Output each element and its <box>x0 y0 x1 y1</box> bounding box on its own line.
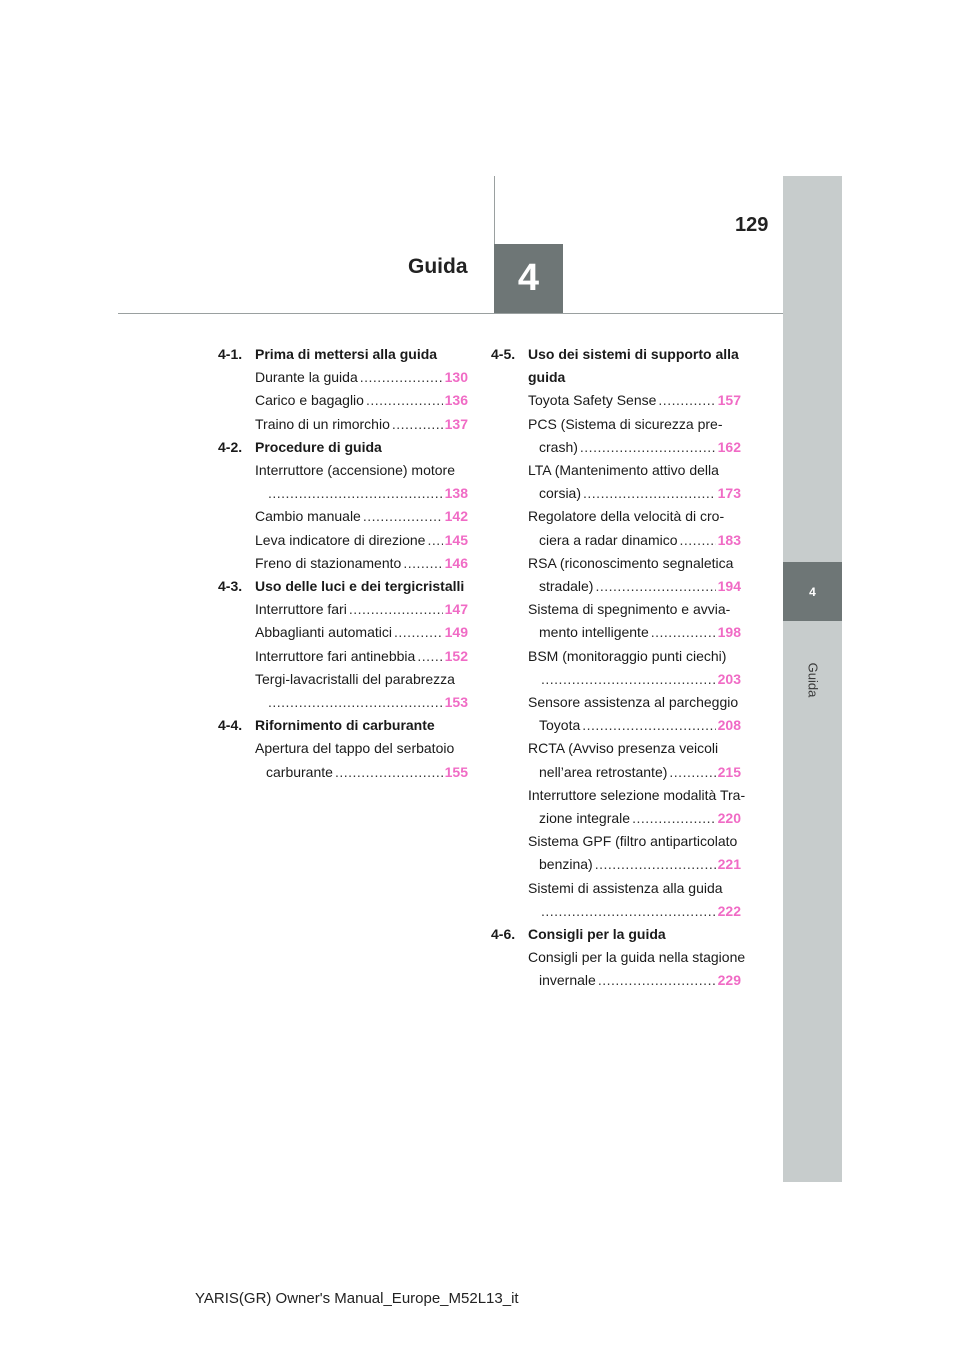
toc-entry[interactable] <box>491 505 741 551</box>
entry-text: Apertura del tappo del serbatoio <box>255 740 455 757</box>
page-link[interactable]: 138 <box>444 485 468 502</box>
toc-section-heading <box>218 714 468 737</box>
entry-text: LTA (Mantenimento attivo della <box>528 462 719 479</box>
page-link[interactable]: 198 <box>717 624 741 641</box>
page-link[interactable]: 203 <box>717 670 741 687</box>
entry-text: crash) <box>539 438 578 455</box>
dot-leader <box>427 529 442 552</box>
dot-leader <box>582 714 715 737</box>
page-link[interactable]: 152 <box>444 647 468 664</box>
entry-text: corsia) <box>539 485 582 502</box>
page-link[interactable]: 145 <box>444 531 468 548</box>
page-link[interactable]: 229 <box>717 972 741 989</box>
header-horizontal-rule <box>118 313 783 314</box>
entry-text: Abbaglianti automatici <box>255 624 392 641</box>
page-link[interactable]: 183 <box>717 531 741 548</box>
page-link[interactable]: 215 <box>717 763 741 780</box>
section-number: 4-5. <box>491 346 516 362</box>
entry-text: Durante la guida <box>255 369 358 386</box>
toc-entry[interactable] <box>491 389 741 412</box>
entry-text: stradale) <box>539 578 594 595</box>
toc-entry[interactable] <box>491 784 746 830</box>
toc-section-heading <box>218 575 468 598</box>
section-title: Prima di mettersi alla guida <box>255 346 438 362</box>
side-tab-label: Guida <box>805 662 821 698</box>
entry-text: mento intelligente <box>539 624 649 641</box>
footer-text: YARIS(GR) Owner's Manual_Europe_M52L13_it <box>195 1290 519 1307</box>
page-link[interactable]: 136 <box>444 392 468 409</box>
toc-entry[interactable] <box>218 621 468 644</box>
page-link[interactable]: 142 <box>444 508 468 525</box>
page-link[interactable]: 162 <box>717 438 741 455</box>
toc-entry[interactable] <box>218 366 468 389</box>
entry-text: Consigli per la guida nella stagione <box>528 949 746 966</box>
side-tab-number: 4 <box>783 562 842 621</box>
dot-leader <box>595 853 716 876</box>
header-vertical-rule <box>494 176 495 244</box>
dot-leader <box>595 575 715 598</box>
page-link[interactable]: 222 <box>717 902 741 919</box>
entry-text: carburante <box>266 763 333 780</box>
toc-entry[interactable] <box>491 645 741 691</box>
page-link[interactable]: 146 <box>444 554 468 571</box>
page-link[interactable]: 149 <box>444 624 468 641</box>
page-link[interactable]: 155 <box>444 763 468 780</box>
toc-entry[interactable] <box>491 737 741 783</box>
toc-entry[interactable] <box>491 946 746 992</box>
toc-column-left <box>218 343 468 784</box>
page-number: 129 <box>735 214 769 236</box>
dot-leader <box>583 482 716 505</box>
toc-entry[interactable] <box>491 598 741 644</box>
dot-leader <box>541 668 716 691</box>
toc-entry[interactable] <box>491 552 741 598</box>
section-title: Rifornimento di carburante <box>255 717 435 734</box>
dot-leader <box>335 761 443 784</box>
entry-text: Tergi-lavacristalli del parabrezza <box>255 670 455 687</box>
entry-text: Freno di stazionamento <box>255 554 402 571</box>
entry-text: Sistema GPF (filtro antiparticolato <box>528 833 738 850</box>
toc-entry[interactable] <box>491 413 741 459</box>
entry-text: BSM (monitoraggio punti ciechi) <box>528 647 727 664</box>
dot-leader <box>360 366 443 389</box>
section-number: 4-2. <box>218 438 243 455</box>
page-link[interactable]: 208 <box>717 717 741 734</box>
section-title: Procedure di guida <box>255 438 382 455</box>
page-link[interactable]: 153 <box>444 694 468 711</box>
toc-section-heading <box>491 343 741 389</box>
section-number: 4-3. <box>218 578 243 595</box>
entry-text: Interruttore (accensione) motore <box>255 462 455 479</box>
toc-entry[interactable] <box>491 691 741 737</box>
entry-text: Toyota Safety Sense <box>528 392 657 409</box>
entry-text: zione integrale <box>539 810 631 827</box>
entry-text: RSA (riconoscimento segnaletica <box>528 554 734 571</box>
page-link[interactable]: 173 <box>717 485 741 502</box>
dot-leader <box>268 691 443 714</box>
entry-text: Regolatore della velocità di cro- <box>528 508 725 525</box>
dot-leader <box>541 900 716 923</box>
page-link[interactable]: 221 <box>717 856 741 873</box>
page-link[interactable]: 137 <box>444 415 468 432</box>
toc-section-heading <box>218 436 468 459</box>
toc-entry[interactable] <box>218 413 468 436</box>
section-number: 4-6. <box>491 926 516 943</box>
toc-entry[interactable] <box>218 668 468 714</box>
entry-text: PCS (Sistema di sicurezza pre- <box>528 415 723 432</box>
entry-text: ciera a radar dinamico <box>539 531 678 548</box>
dot-leader <box>680 529 716 552</box>
entry-text: invernale <box>539 972 596 989</box>
entry-text: nell’area retrostante) <box>539 763 668 780</box>
dot-leader <box>363 505 443 528</box>
toc-entry[interactable] <box>218 529 468 552</box>
toc-section-heading <box>491 923 741 946</box>
side-tab-label-wrap <box>798 660 828 700</box>
toc-entry[interactable] <box>491 459 741 505</box>
dot-leader <box>392 413 443 436</box>
dot-leader <box>598 969 716 992</box>
section-number: 4-1. <box>218 346 243 362</box>
toc-entry[interactable] <box>218 552 468 575</box>
entry-text: Carico e bagaglio <box>255 392 364 409</box>
entry-text: Sistemi di assistenza alla guida <box>528 879 723 896</box>
section-number: 4-4. <box>218 717 243 734</box>
dot-leader <box>580 436 716 459</box>
toc-section-heading <box>218 343 468 366</box>
toc-entry[interactable] <box>491 830 741 876</box>
page-link[interactable]: 130 <box>444 369 468 386</box>
toc-entry[interactable] <box>218 737 468 783</box>
dot-leader <box>669 761 715 784</box>
section-title: Consigli per la guida <box>528 926 666 943</box>
toc-entry[interactable] <box>491 877 741 923</box>
entry-text: Interruttore selezione modalità Tra- <box>528 786 746 803</box>
dot-leader <box>366 389 443 412</box>
dot-leader <box>632 807 716 830</box>
entry-text: Interruttore fari <box>255 601 347 618</box>
page-link[interactable]: 194 <box>717 578 741 595</box>
dot-leader <box>403 552 442 575</box>
chapter-number-box: 4 <box>494 244 563 313</box>
toc-entry[interactable] <box>218 598 468 621</box>
entry-text: Cambio manuale <box>255 508 361 525</box>
dot-leader <box>417 645 442 668</box>
dot-leader <box>349 598 443 621</box>
entry-text: Leva indicatore di direzione <box>255 531 426 548</box>
section-title: Uso dei sistemi di supporto alla guida <box>528 346 739 386</box>
entry-text: Traino di un rimorchio <box>255 415 390 432</box>
entry-text: Interruttore fari antinebbia <box>255 647 416 664</box>
page-link[interactable]: 157 <box>717 392 741 409</box>
entry-text: Toyota <box>539 717 581 734</box>
toc-column-right <box>491 343 746 993</box>
entry-text: RCTA (Avviso presenza veicoli <box>528 740 719 757</box>
toc-entry[interactable] <box>218 459 468 505</box>
entry-text: Sensore assistenza al parcheggio <box>528 694 739 711</box>
entry-text: benzina) <box>539 856 593 873</box>
section-title: Uso delle luci e dei tergicristalli <box>255 578 465 595</box>
toc-entry[interactable] <box>218 505 468 528</box>
dot-leader <box>658 389 715 412</box>
page-link[interactable]: 147 <box>444 601 468 618</box>
dot-leader <box>394 621 443 644</box>
dot-leader <box>651 621 716 644</box>
page-link[interactable]: 220 <box>717 810 741 827</box>
dot-leader <box>268 482 443 505</box>
entry-text: Sistema di spegnimento e avvia- <box>528 601 731 618</box>
chapter-title: Guida <box>408 255 468 278</box>
toc-entry[interactable] <box>218 645 468 668</box>
toc-entry[interactable] <box>218 389 468 412</box>
